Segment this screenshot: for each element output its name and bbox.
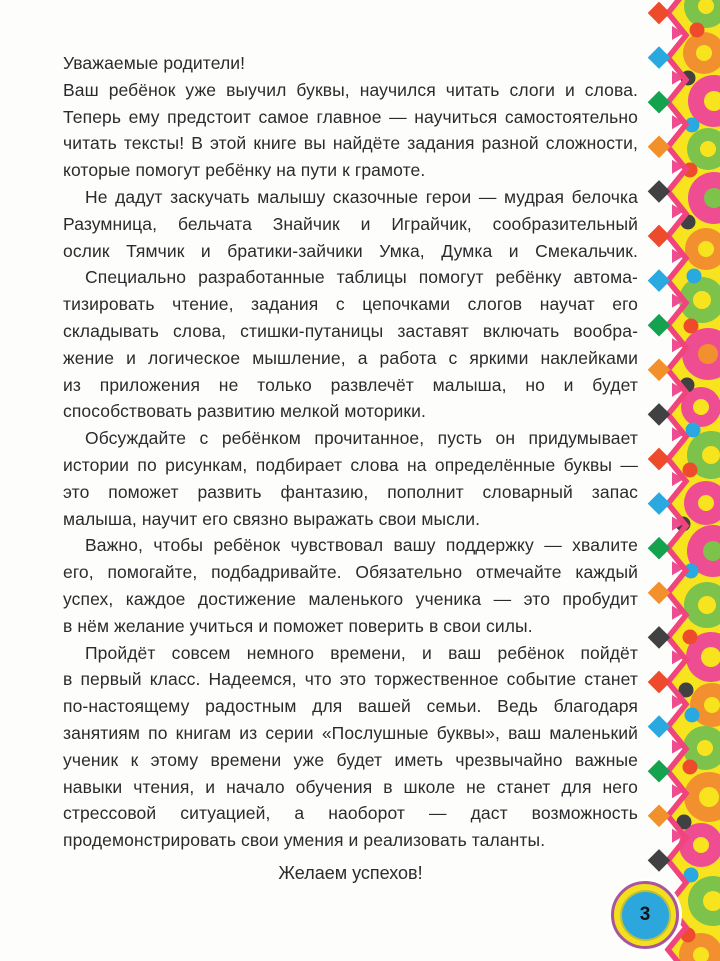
text-line: которые помогут ребёнку на пути к грамоте.: [63, 160, 426, 181]
border-diamond: [648, 671, 671, 694]
border-dot: [683, 630, 698, 645]
border-donut-hole: [700, 141, 716, 157]
border-diamond: [648, 135, 671, 158]
text-line: Обсуждайте с ребёнком прочитанное, пусть он придумывает: [85, 428, 638, 449]
text-line: малыша, научит его связно выражать свои мысли.: [63, 508, 481, 529]
text-line: складывать слова, стишки-путаницы заставят включать вообра-: [63, 320, 638, 341]
text-line: Ваш ребёнок уже выучил буквы, научился читать слоги и слова.: [63, 79, 638, 100]
border-diamond: [648, 314, 671, 337]
text-line: жение и логическое мышление, а работа с яркими наклейками: [63, 347, 638, 368]
decorative-border: [630, 0, 720, 961]
border-diamond: [648, 358, 671, 381]
text-line: это поможет развить фантазию, пополнит словарный запас: [63, 481, 638, 502]
border-donut-hole: [698, 344, 718, 364]
text-line: ученик к этому времени уже будет иметь чрезвычайно важные: [63, 749, 638, 770]
text-line: продемонстрировать свои умения и реализовать таланты.: [63, 830, 546, 851]
border-diamond: [648, 448, 671, 471]
text-line: способствовать развитию мелкой моторики.: [63, 401, 426, 422]
border-donut-hole: [699, 787, 719, 807]
border-donut-hole: [698, 241, 714, 257]
border-diamond: [648, 269, 671, 292]
border-donut-hole: [698, 596, 716, 614]
text-line: Не дадут заскучать малышу сказочные герои — мудрая белочка: [85, 186, 638, 207]
border-diamond: [648, 225, 671, 248]
border-diamond: [648, 626, 671, 649]
text-line: в первый класс. Надеемся, что это торжественное событие станет: [63, 669, 638, 690]
text-line: Специально разработанные таблицы помогут ребёнку автома-: [85, 267, 638, 288]
border-donut-hole: [697, 740, 713, 756]
border-dot: [685, 708, 700, 723]
text-line: ослик Тямчик и братики-зайчики Умка, Думка и Смекальчик.: [63, 240, 638, 261]
parents-letter: [63, 50, 638, 854]
border-donut-hole: [698, 495, 714, 511]
border-donut-hole: [693, 291, 711, 309]
border-dot: [687, 269, 702, 284]
border-diamond: [648, 849, 671, 872]
page-number-badge: [611, 881, 679, 949]
text-line: его, помогайте, подбадривайте. Обязательно отмечайте каждый: [63, 562, 638, 583]
border-diamond: [648, 804, 671, 827]
text-line: успех, каждое достижение маленького ученика — это пробудит: [63, 588, 638, 609]
text-line: истории по рисункам, подбирает слова на определённые буквы —: [63, 454, 638, 475]
border-dot: [683, 463, 698, 478]
text-line: тизировать чтение, задания с цепочками слогов научат его: [63, 294, 638, 315]
text-line: читать тексты! В этой книге вы найдёте задания разной сложности,: [63, 133, 638, 154]
text-line: из приложения не только развлечёт малыша, но и будет: [63, 374, 638, 395]
border-dot: [683, 760, 698, 775]
border-donut-hole: [702, 446, 720, 464]
border-diamond: [648, 91, 671, 114]
text-line: Уважаемые родители!: [63, 53, 246, 73]
text-line: Пройдёт совсем немного времени, и ваш ребёнок пойдёт: [85, 642, 638, 663]
text-line: стрессовой ситуацией, а наоборот — даст возможность: [63, 803, 638, 824]
border-diamond: [648, 715, 671, 738]
border-diamond: [648, 581, 671, 604]
border-diamond: [648, 180, 671, 203]
text-line: в нём желание учиться и поможет поверить в свои силы.: [63, 615, 533, 636]
border-donut-hole: [696, 45, 712, 61]
page-number: 3: [639, 904, 651, 925]
border-donut-hole: [693, 837, 709, 853]
border-donut-hole: [693, 399, 709, 415]
page-number-circle: [622, 892, 669, 939]
text-line: по-настоящему радостным для вашей семьи. Ведь благодаря: [63, 696, 638, 717]
border-dot: [690, 23, 705, 38]
border-diamond: [648, 537, 671, 560]
border-diamond: [648, 2, 671, 25]
border-diamond: [648, 403, 671, 426]
border-diamond: [648, 46, 671, 69]
text-line: навыки чтения, и начало обучения в школе не станет для него: [63, 776, 638, 797]
border-dot: [684, 319, 699, 334]
text-line: Важно, чтобы ребёнок чувствовал вашу поддержку — хвалите: [85, 535, 638, 556]
border-donut-hole: [704, 697, 720, 713]
text-line: Разумница, бельчата Знайчик и Играйчик, сообразительный: [63, 213, 638, 234]
text-line: занятиям по книгам из серии «Послушные буквы», ваш маленький: [63, 722, 638, 743]
border-diamond: [648, 492, 671, 515]
border-diamond: [648, 760, 671, 783]
text-line: Теперь ему предстоит самое главное — научиться самостоятельно: [63, 106, 638, 127]
closing-line: Желаем успехов!: [278, 863, 423, 883]
